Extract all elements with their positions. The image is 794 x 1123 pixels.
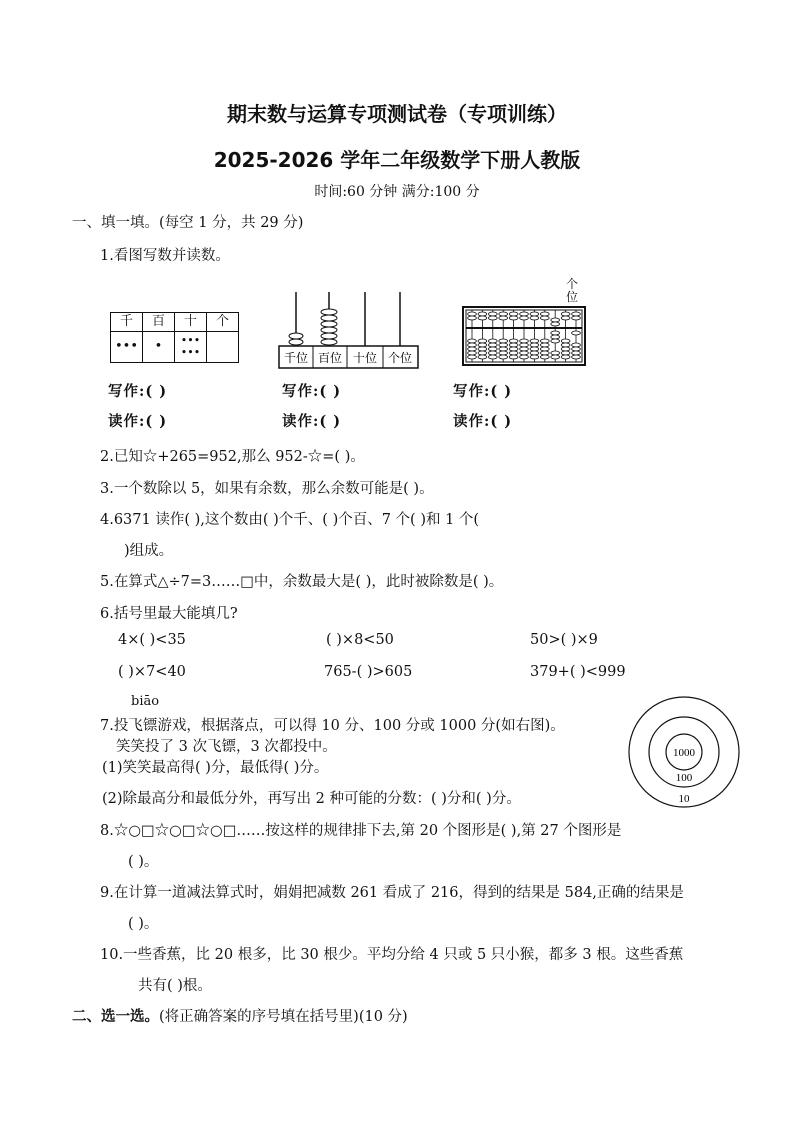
- suanpan-bead: [530, 312, 539, 316]
- suanpan-bead: [499, 316, 508, 320]
- header-ones: 个: [207, 313, 239, 332]
- question-9-line-1: 9.在计算一道减法算式时，娟娟把减数 261 看成了 216，得到的结果是 584,正确的结果是: [100, 885, 684, 901]
- suanpan-bead: [551, 322, 560, 326]
- question-7-line-1: 7.投飞镖游戏，根据落点，可以得 10 分、100 分或 1000 分(如右图)。: [100, 718, 565, 734]
- suanpan-bead: [509, 351, 518, 355]
- suanpan-bead: [572, 351, 581, 355]
- section-2-title: 二、选一选。: [72, 1008, 159, 1025]
- abacus-label-thousands: 千位: [283, 351, 309, 365]
- suanpan-bead: [488, 312, 497, 316]
- suanpan-bead: [551, 355, 560, 359]
- read-label-1: 读作:( ): [108, 413, 168, 430]
- suanpan-bead: [561, 339, 570, 343]
- suanpan-bead: [540, 355, 549, 359]
- write-label-1: 写作:( ): [108, 383, 168, 400]
- suanpan-bead: [551, 318, 560, 322]
- suanpan-bead: [561, 343, 570, 347]
- suanpan-bead: [540, 347, 549, 351]
- section-1-heading: 一、填一填。(每空 1 分，共 29 分): [72, 215, 304, 231]
- question-8-line-1: 8.☆○□☆○□☆○□……按这样的规律排下去,第 20 个图形是( ),第 27 个图形是: [100, 823, 622, 839]
- suanpan-bead: [540, 339, 549, 343]
- suanpan-abacus: [462, 306, 586, 366]
- suanpan-bead: [509, 316, 518, 320]
- pinyin-biao: biāo: [131, 694, 160, 709]
- suanpan-bead: [509, 312, 518, 316]
- suanpan-bead: [499, 343, 508, 347]
- suanpan-bead: [509, 343, 518, 347]
- question-10-line-1: 10.一些香蕉，比 20 根多，比 30 根少。平均分给 4 只或 5 只小猴，都多 3 根。这些香蕉: [100, 947, 684, 963]
- suanpan-bead: [572, 355, 581, 359]
- suanpan-bead: [499, 347, 508, 351]
- suanpan-bead: [520, 347, 529, 351]
- suanpan-ones-label: 个 位: [566, 277, 579, 304]
- dartboard-target: [625, 696, 743, 808]
- suanpan-bead: [572, 316, 581, 320]
- suanpan-bead: [551, 335, 560, 339]
- suanpan-bead: [551, 331, 560, 335]
- section-2-instructions: (将正确答案的序号填在括号里)(10 分): [159, 1009, 408, 1025]
- suanpan-bead: [509, 347, 518, 351]
- suanpan-bead: [572, 343, 581, 347]
- question-8-line-2: ( )。: [128, 854, 159, 870]
- suanpan-bead: [499, 351, 508, 355]
- question-7-part-2: (2)除最高分和最低分外，再写出 2 种可能的分数：( )分和( )分。: [102, 791, 521, 807]
- counting-frame-abacus: [278, 290, 420, 370]
- suanpan-bead: [551, 339, 560, 343]
- suanpan-bead: [488, 351, 497, 355]
- q6-item-6: 379+( )<999: [530, 664, 626, 680]
- q6-item-3: 50>( )×9: [530, 632, 598, 648]
- suanpan-bead: [551, 351, 560, 355]
- suanpan-bead: [561, 347, 570, 351]
- suanpan-bead: [488, 343, 497, 347]
- suanpan-bead: [561, 316, 570, 320]
- suanpan-bead: [468, 312, 477, 316]
- suanpan-bead: [520, 316, 529, 320]
- suanpan-bead: [499, 312, 508, 316]
- suanpan-bead: [520, 339, 529, 343]
- suanpan-bead: [540, 312, 549, 316]
- question-2: 2.已知☆+265=952,那么 952-☆=( )。: [100, 449, 365, 465]
- suanpan-bead: [561, 312, 570, 316]
- question-7-line-2: 笑笑投了 3 次飞镖，3 次都投中。: [116, 739, 337, 755]
- suanpan-bead: [530, 339, 539, 343]
- suanpan-bead: [478, 343, 487, 347]
- suanpan-bead: [540, 343, 549, 347]
- dots-thousands: •••: [111, 332, 143, 363]
- suanpan-bead: [509, 339, 518, 343]
- suanpan-bead: [468, 339, 477, 343]
- write-label-2: 写作:( ): [282, 383, 342, 400]
- q6-item-4: ( )×7<40: [118, 664, 186, 680]
- place-value-table: [110, 312, 239, 363]
- suanpan-bead: [530, 316, 539, 320]
- suanpan-bead: [478, 316, 487, 320]
- question-4-line-2: )组成。: [124, 543, 174, 559]
- suanpan-bead: [530, 351, 539, 355]
- suanpan-bead: [499, 339, 508, 343]
- question-5: 5.在算式△÷7=3……□中，余数最大是( )，此时被除数是( )。: [100, 574, 504, 590]
- suanpan-bead: [540, 316, 549, 320]
- abacus-label-ones: 个位: [387, 351, 413, 365]
- suanpan-bead: [530, 347, 539, 351]
- dots-ones: [207, 332, 239, 363]
- suanpan-bead: [561, 351, 570, 355]
- suanpan-bead: [530, 343, 539, 347]
- exam-meta: 时间:60 分钟 满分:100 分: [314, 184, 480, 200]
- q6-item-5: 765-( )>605: [324, 664, 413, 680]
- suanpan-bead: [468, 351, 477, 355]
- question-10-line-2: 共有( )根。: [138, 978, 212, 994]
- header-thousands: 千: [111, 313, 143, 332]
- suanpan-bead: [468, 355, 477, 359]
- question-7-part-1: (1)笑笑最高得( )分，最低得( )分。: [102, 760, 329, 776]
- page-title: 期末数与运算专项测试卷（专项训练）: [227, 102, 567, 126]
- suanpan-bead: [561, 355, 570, 359]
- write-label-3: 写作:( ): [453, 383, 513, 400]
- read-label-2: 读作:( ): [282, 413, 342, 430]
- suanpan-bead: [478, 351, 487, 355]
- suanpan-bead: [509, 355, 518, 359]
- read-label-3: 读作:( ): [453, 413, 513, 430]
- section-2-heading: [72, 1005, 408, 1026]
- suanpan-bead: [488, 339, 497, 343]
- page-subtitle: 2025-2026 学年二年级数学下册人教版: [213, 148, 581, 172]
- suanpan-bead: [468, 343, 477, 347]
- abacus-label-tens: 十位: [352, 351, 378, 365]
- dots-hundreds: •: [143, 332, 175, 363]
- q6-item-2: ( )×8<50: [326, 632, 394, 648]
- suanpan-bead: [478, 355, 487, 359]
- suanpan-bead: [488, 316, 497, 320]
- suanpan-bead: [520, 343, 529, 347]
- suanpan-bead: [468, 316, 477, 320]
- suanpan-bead: [488, 347, 497, 351]
- suanpan-bead: [478, 339, 487, 343]
- suanpan-bead: [540, 351, 549, 355]
- suanpan-bead: [572, 331, 581, 335]
- suanpan-bead: [520, 351, 529, 355]
- suanpan-bead: [478, 347, 487, 351]
- suanpan-bead: [520, 355, 529, 359]
- target-100-label: 100: [675, 772, 693, 784]
- suanpan-bead: [530, 355, 539, 359]
- question-9-line-2: ( )。: [128, 916, 159, 932]
- suanpan-bead: [499, 355, 508, 359]
- suanpan-bead: [572, 312, 581, 316]
- q6-item-1: 4×( )<35: [118, 632, 186, 648]
- dots-tens: ••• •••: [175, 332, 207, 363]
- suanpan-bead: [468, 347, 477, 351]
- question-4-line-1: 4.6371 读作( ),这个数由( )个千、( )个百、7 个( )和 1 个(: [100, 512, 480, 528]
- question-6: 6.括号里最大能填几?: [100, 606, 238, 622]
- target-1000-label: 1000: [673, 747, 695, 759]
- header-tens: 十: [175, 313, 207, 332]
- target-10-label: 10: [678, 793, 690, 805]
- abacus-label-hundreds: 百位: [317, 351, 343, 365]
- header-hundreds: 百: [143, 313, 175, 332]
- suanpan-bead: [520, 312, 529, 316]
- suanpan-bead: [478, 312, 487, 316]
- suanpan-bead: [488, 355, 497, 359]
- suanpan-bead: [572, 347, 581, 351]
- question-3: 3.一个数除以 5，如果有余数，那么余数可能是( )。: [100, 481, 434, 497]
- question-1: 1.看图写数并读数。: [100, 248, 230, 264]
